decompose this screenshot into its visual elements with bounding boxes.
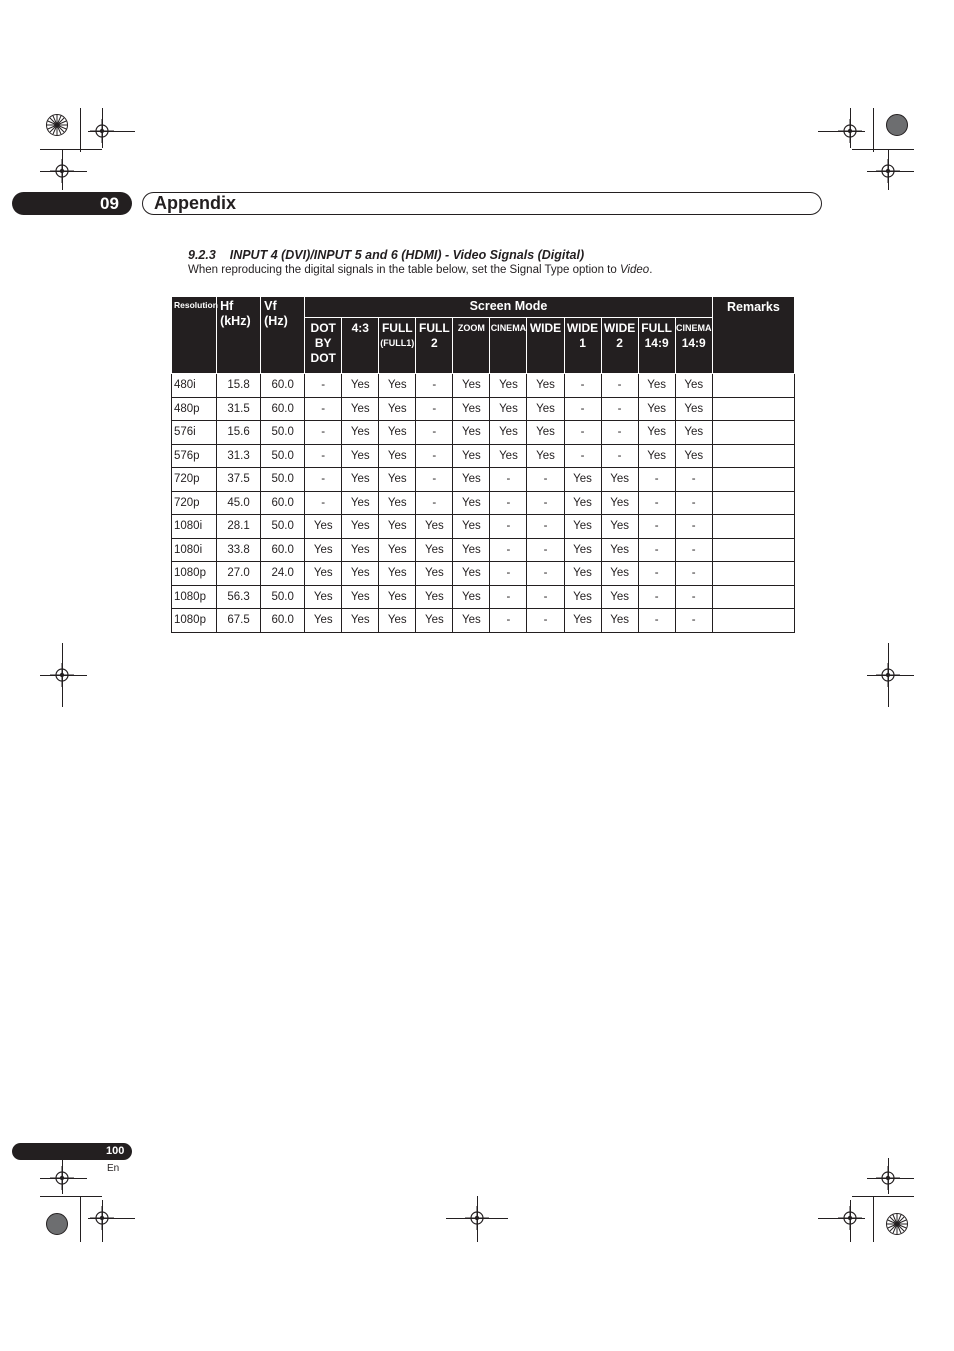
- cell-mode-support: -: [490, 515, 527, 539]
- table-row: [172, 585, 795, 609]
- header-row: [172, 297, 795, 318]
- cell-remarks: [712, 444, 794, 468]
- cell-mode-support: -: [675, 585, 712, 609]
- cell-mode-support: -: [490, 609, 527, 633]
- cell-mode-support: Yes: [416, 609, 453, 633]
- cell-mode-support: Yes: [527, 421, 564, 445]
- cell-resolution: 576p: [172, 444, 217, 468]
- cell-mode-support: Yes: [490, 444, 527, 468]
- cell-hf: 27.0: [217, 562, 261, 586]
- cell-mode-support: Yes: [305, 585, 342, 609]
- cell-mode-support: Yes: [601, 538, 638, 562]
- cell-remarks: [712, 538, 794, 562]
- header-resolution: Resolution: [172, 297, 217, 374]
- mode-text: DOT: [310, 321, 336, 335]
- cell-resolution: 480i: [172, 374, 217, 398]
- cell-hf: 33.8: [217, 538, 261, 562]
- registration-mark-icon: [50, 663, 74, 687]
- mode-full-14-9: [638, 318, 675, 374]
- mode-text: FULL: [641, 321, 672, 335]
- cell-mode-support: Yes: [453, 538, 490, 562]
- mode-dot-by-dot: [305, 318, 342, 374]
- table-row: [172, 538, 795, 562]
- mode-text: DOT: [310, 351, 336, 365]
- table-row: [172, 421, 795, 445]
- cell-mode-support: Yes: [379, 562, 416, 586]
- cell-mode-support: -: [416, 491, 453, 515]
- cell-mode-support: Yes: [379, 491, 416, 515]
- header-vf-label: Vf: [264, 299, 277, 313]
- cell-mode-support: Yes: [564, 609, 601, 633]
- cell-mode-support: Yes: [379, 515, 416, 539]
- cell-mode-support: Yes: [675, 374, 712, 398]
- cell-vf: 60.0: [261, 609, 305, 633]
- header-vf-unit: (Hz): [264, 314, 288, 328]
- mode-zoom: [453, 318, 490, 374]
- table-row: [172, 374, 795, 398]
- cell-mode-support: Yes: [342, 397, 379, 421]
- registration-mark-icon: [876, 159, 900, 183]
- cell-mode-support: Yes: [564, 468, 601, 492]
- mode-cinema: [490, 318, 527, 374]
- chapter-title: Appendix: [154, 193, 237, 213]
- cell-mode-support: Yes: [453, 609, 490, 633]
- cell-mode-support: -: [638, 538, 675, 562]
- cell-mode-support: Yes: [453, 491, 490, 515]
- registration-mark-icon: [838, 119, 862, 143]
- cell-mode-support: Yes: [342, 468, 379, 492]
- body-end: .: [649, 264, 653, 276]
- cell-resolution: 1080p: [172, 585, 217, 609]
- cell-hf: 45.0: [217, 491, 261, 515]
- cell-remarks: [712, 468, 794, 492]
- mode-text: 2: [616, 336, 623, 350]
- registration-mark-icon: [90, 119, 114, 143]
- cell-mode-support: Yes: [453, 374, 490, 398]
- starburst-disc-icon: [46, 114, 68, 136]
- table-body: [172, 374, 795, 633]
- header-remarks: Remarks: [712, 297, 794, 374]
- mode-text: (FULL1): [380, 338, 415, 348]
- cell-mode-support: Yes: [564, 491, 601, 515]
- cell-mode-support: -: [638, 515, 675, 539]
- cell-mode-support: -: [305, 468, 342, 492]
- cell-mode-support: -: [527, 468, 564, 492]
- cell-mode-support: Yes: [490, 421, 527, 445]
- cell-mode-support: -: [527, 562, 564, 586]
- cell-mode-support: -: [675, 538, 712, 562]
- cell-mode-support: -: [527, 609, 564, 633]
- cell-mode-support: Yes: [638, 444, 675, 468]
- cell-mode-support: -: [564, 397, 601, 421]
- cell-mode-support: Yes: [305, 609, 342, 633]
- mode-text: 2: [431, 336, 438, 350]
- crop-line: [873, 1196, 874, 1242]
- cell-mode-support: -: [416, 397, 453, 421]
- table-row: [172, 515, 795, 539]
- table-row: [172, 609, 795, 633]
- cell-mode-support: -: [638, 585, 675, 609]
- cell-mode-support: -: [490, 468, 527, 492]
- color-disc-icon: [46, 1213, 68, 1235]
- cell-mode-support: Yes: [601, 585, 638, 609]
- cell-remarks: [712, 585, 794, 609]
- section-body: [188, 264, 652, 276]
- cell-resolution: 1080i: [172, 538, 217, 562]
- registration-mark-icon: [838, 1206, 862, 1230]
- cell-mode-support: Yes: [601, 468, 638, 492]
- cell-vf: 24.0: [261, 562, 305, 586]
- cell-hf: 31.5: [217, 397, 261, 421]
- cell-resolution: 480p: [172, 397, 217, 421]
- mode-4-3: [342, 318, 379, 374]
- body-emphasis: Video: [619, 264, 650, 276]
- cell-mode-support: -: [564, 374, 601, 398]
- cell-mode-support: -: [601, 397, 638, 421]
- registration-mark-icon: [90, 1206, 114, 1230]
- cell-vf: 60.0: [261, 374, 305, 398]
- cell-mode-support: -: [564, 444, 601, 468]
- cell-mode-support: Yes: [527, 397, 564, 421]
- cell-mode-support: Yes: [564, 585, 601, 609]
- cell-mode-support: Yes: [564, 515, 601, 539]
- registration-mark-icon: [50, 159, 74, 183]
- cell-mode-support: Yes: [527, 374, 564, 398]
- cell-mode-support: Yes: [453, 397, 490, 421]
- cell-mode-support: -: [416, 468, 453, 492]
- cell-mode-support: Yes: [638, 374, 675, 398]
- cell-mode-support: -: [305, 444, 342, 468]
- mode-text: CINEMA: [490, 323, 527, 333]
- cell-vf: 50.0: [261, 585, 305, 609]
- cell-vf: 50.0: [261, 468, 305, 492]
- cell-mode-support: -: [564, 421, 601, 445]
- cell-mode-support: Yes: [379, 421, 416, 445]
- cell-remarks: [712, 491, 794, 515]
- cell-mode-support: -: [638, 491, 675, 515]
- page-number: 100: [106, 1145, 125, 1157]
- cell-vf: 60.0: [261, 491, 305, 515]
- cell-mode-support: Yes: [675, 397, 712, 421]
- cell-mode-support: Yes: [601, 562, 638, 586]
- registration-mark-icon: [876, 663, 900, 687]
- registration-mark-icon: [876, 1166, 900, 1190]
- cell-mode-support: Yes: [379, 585, 416, 609]
- cell-mode-support: Yes: [675, 444, 712, 468]
- cell-vf: 50.0: [261, 515, 305, 539]
- cell-mode-support: -: [305, 397, 342, 421]
- cell-vf: 60.0: [261, 397, 305, 421]
- cell-mode-support: -: [675, 609, 712, 633]
- cell-mode-support: Yes: [527, 444, 564, 468]
- cell-mode-support: -: [601, 444, 638, 468]
- cell-mode-support: Yes: [342, 444, 379, 468]
- cell-resolution: 720p: [172, 468, 217, 492]
- cell-mode-support: -: [527, 491, 564, 515]
- video-signals-table: [171, 296, 795, 633]
- mode-wide-2: [601, 318, 638, 374]
- crop-line: [40, 1196, 102, 1197]
- cell-mode-support: -: [527, 538, 564, 562]
- cell-hf: 67.5: [217, 609, 261, 633]
- cell-mode-support: Yes: [601, 609, 638, 633]
- cell-mode-support: Yes: [416, 585, 453, 609]
- table-row: [172, 562, 795, 586]
- header-hf-unit: (kHz): [220, 314, 251, 328]
- table-row: [172, 468, 795, 492]
- cell-mode-support: Yes: [342, 585, 379, 609]
- cell-mode-support: -: [490, 538, 527, 562]
- cell-mode-support: Yes: [638, 397, 675, 421]
- cell-mode-support: -: [638, 468, 675, 492]
- cell-mode-support: Yes: [453, 421, 490, 445]
- cell-hf: 31.3: [217, 444, 261, 468]
- cell-mode-support: Yes: [490, 397, 527, 421]
- cell-mode-support: Yes: [638, 421, 675, 445]
- chapter-title-frame: [142, 192, 822, 215]
- mode-text: WIDE: [603, 321, 636, 335]
- cell-mode-support: -: [601, 421, 638, 445]
- cell-hf: 15.6: [217, 421, 261, 445]
- cell-mode-support: Yes: [342, 538, 379, 562]
- cell-mode-support: Yes: [342, 515, 379, 539]
- cell-mode-support: Yes: [379, 444, 416, 468]
- mode-full-2: [416, 318, 453, 374]
- crop-line: [80, 108, 81, 152]
- cell-mode-support: -: [601, 374, 638, 398]
- cell-mode-support: Yes: [490, 374, 527, 398]
- cell-mode-support: -: [527, 515, 564, 539]
- cell-vf: 60.0: [261, 538, 305, 562]
- section-title: INPUT 4 (DVI)/INPUT 5 and 6 (HDMI) - Video Signals (Digital): [229, 248, 585, 262]
- cell-remarks: [712, 609, 794, 633]
- cell-mode-support: -: [638, 562, 675, 586]
- mode-text: 14:9: [644, 336, 669, 350]
- cell-mode-support: Yes: [601, 491, 638, 515]
- mode-full-full1: [379, 318, 416, 374]
- section-heading: [188, 248, 584, 262]
- cell-mode-support: Yes: [379, 609, 416, 633]
- section-number: 9.2.3: [188, 248, 216, 262]
- cell-mode-support: Yes: [453, 562, 490, 586]
- cell-mode-support: Yes: [305, 562, 342, 586]
- cell-mode-support: -: [416, 374, 453, 398]
- cell-mode-support: Yes: [342, 609, 379, 633]
- mode-text: FULL: [381, 321, 413, 335]
- cell-resolution: 1080p: [172, 609, 217, 633]
- cell-mode-support: Yes: [564, 562, 601, 586]
- cell-mode-support: -: [305, 491, 342, 515]
- cell-mode-support: Yes: [453, 468, 490, 492]
- mode-text: CINEMA: [675, 323, 712, 333]
- color-disc-icon: [886, 114, 908, 136]
- cell-mode-support: -: [416, 444, 453, 468]
- mode-text: BY: [314, 336, 332, 350]
- cell-mode-support: -: [305, 421, 342, 445]
- header-vf: [261, 297, 305, 374]
- crop-line: [40, 149, 102, 150]
- cell-mode-support: Yes: [416, 538, 453, 562]
- crop-line: [80, 1196, 81, 1242]
- cell-resolution: 576i: [172, 421, 217, 445]
- mode-text: WIDE: [566, 321, 599, 335]
- cell-mode-support: Yes: [379, 397, 416, 421]
- cell-remarks: [712, 515, 794, 539]
- cell-mode-support: Yes: [564, 538, 601, 562]
- cell-mode-support: Yes: [453, 444, 490, 468]
- mode-text: ZOOM: [457, 323, 485, 333]
- cell-mode-support: -: [675, 491, 712, 515]
- cell-hf: 37.5: [217, 468, 261, 492]
- cell-mode-support: Yes: [453, 515, 490, 539]
- cell-mode-support: -: [638, 609, 675, 633]
- cell-mode-support: Yes: [379, 538, 416, 562]
- cell-mode-support: Yes: [305, 515, 342, 539]
- cell-mode-support: -: [490, 491, 527, 515]
- crop-line: [852, 1196, 914, 1197]
- cell-resolution: 1080i: [172, 515, 217, 539]
- cell-mode-support: -: [490, 562, 527, 586]
- header-hf-label: Hf: [220, 299, 234, 313]
- cell-mode-support: -: [416, 421, 453, 445]
- cell-mode-support: -: [527, 585, 564, 609]
- mode-text: 1: [579, 336, 586, 350]
- cell-mode-support: Yes: [453, 585, 490, 609]
- cell-hf: 28.1: [217, 515, 261, 539]
- cell-mode-support: -: [675, 515, 712, 539]
- cell-mode-support: Yes: [379, 468, 416, 492]
- mode-cinema-14-9: [675, 318, 712, 374]
- cell-mode-support: Yes: [342, 491, 379, 515]
- cell-remarks: [712, 374, 794, 398]
- starburst-disc-icon: [886, 1213, 908, 1235]
- cell-mode-support: Yes: [601, 515, 638, 539]
- cell-mode-support: Yes: [342, 562, 379, 586]
- mode-text: WIDE: [529, 321, 562, 335]
- cell-remarks: [712, 397, 794, 421]
- mode-text: 14:9: [681, 336, 706, 350]
- crop-line: [852, 149, 914, 150]
- body-text: When reproducing the digital signals in the table below, set the Signal Type option to: [188, 264, 620, 276]
- cell-resolution: 720p: [172, 491, 217, 515]
- cell-mode-support: -: [490, 585, 527, 609]
- cell-remarks: [712, 562, 794, 586]
- registration-mark-icon: [465, 1206, 489, 1230]
- cell-mode-support: Yes: [675, 421, 712, 445]
- cell-mode-support: Yes: [342, 421, 379, 445]
- cell-mode-support: -: [675, 562, 712, 586]
- mode-wide-1: [564, 318, 601, 374]
- cell-hf: 15.8: [217, 374, 261, 398]
- mode-text: FULL: [419, 321, 450, 335]
- mode-text: 4:3: [351, 321, 369, 335]
- cell-mode-support: Yes: [416, 562, 453, 586]
- crop-line: [873, 108, 874, 152]
- registration-mark-icon: [50, 1166, 74, 1190]
- cell-mode-support: Yes: [379, 374, 416, 398]
- header-hf: [217, 297, 261, 374]
- chapter-number: 09: [100, 194, 119, 213]
- cell-mode-support: Yes: [416, 515, 453, 539]
- mode-wide: [527, 318, 564, 374]
- table-row: [172, 397, 795, 421]
- cell-vf: 50.0: [261, 444, 305, 468]
- cell-hf: 56.3: [217, 585, 261, 609]
- cell-resolution: 1080p: [172, 562, 217, 586]
- cell-mode-support: Yes: [305, 538, 342, 562]
- cell-mode-support: -: [675, 468, 712, 492]
- page-language: En: [107, 1163, 120, 1174]
- cell-mode-support: -: [305, 374, 342, 398]
- cell-mode-support: Yes: [342, 374, 379, 398]
- table-row: [172, 491, 795, 515]
- cell-vf: 50.0: [261, 421, 305, 445]
- cell-remarks: [712, 421, 794, 445]
- header-screen-mode: Screen Mode: [305, 297, 713, 318]
- table-row: [172, 444, 795, 468]
